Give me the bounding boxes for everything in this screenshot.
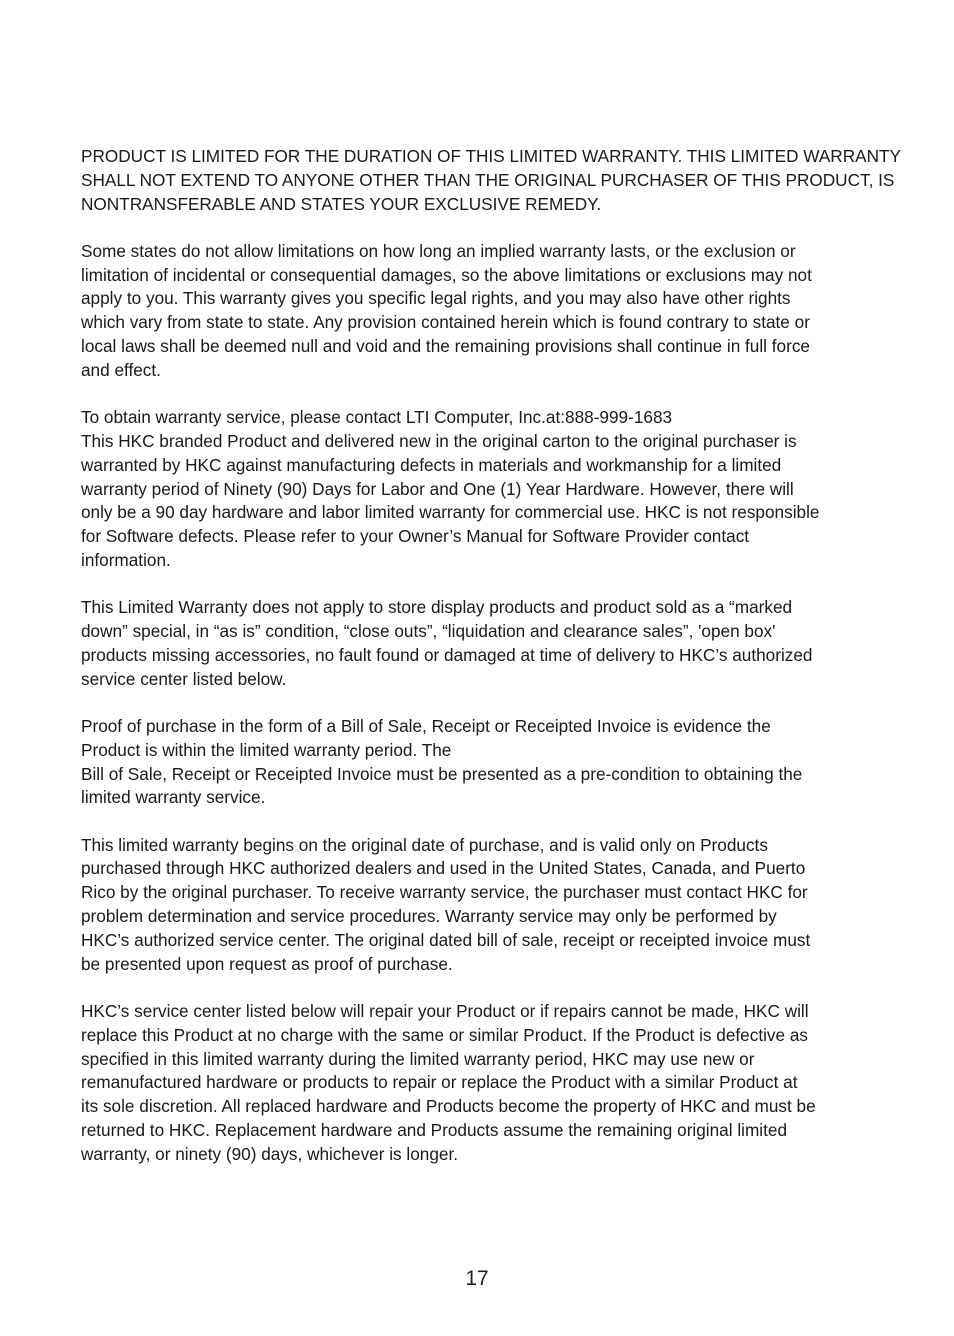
paragraph-repair-replace [81, 1000, 907, 1167]
text-line: This HKC branded Product and delivered new in the original carton to the original purchaser is [81, 430, 797, 451]
text-line: SHALL NOT EXTEND TO ANYONE OTHER THAN THE ORIGINAL PURCHASER OF THIS PRODUCT, IS [81, 169, 895, 190]
text-line: returned to HKC. Replacement hardware and Products assume the remaining original limited [81, 1119, 787, 1140]
text-line: only be a 90 day hardware and labor limited warranty for commercial use. HKC is not responsible [81, 502, 820, 523]
text-line: and effect. [81, 359, 161, 380]
text-line: Proof of purchase in the form of a Bill of Sale, Receipt or Receipted Invoice is evidence the [81, 715, 771, 736]
text-line: which vary from state to state. Any provision contained herein which is found contrary to state or [81, 312, 810, 333]
text-line: its sole discretion. All replaced hardware and Products become the property of HKC and must be [81, 1096, 816, 1117]
paragraph-state-limitations [81, 240, 907, 383]
text-line: This limited warranty begins on the original date of purchase, and is valid only on Products [81, 834, 768, 855]
text-line: limitation of incidental or consequential damages, so the above limitations or exclusions may not [81, 264, 812, 285]
text-line: warranted by HKC against manufacturing defects in materials and workmanship for a limited [81, 454, 782, 475]
text-line: PRODUCT IS LIMITED FOR THE DURATION OF THIS LIMITED WARRANTY. THIS LIMITED WARRANTY [81, 146, 901, 166]
text-line: for Software defects. Please refer to your Owner’s Manual for Software Provider contact [81, 526, 750, 547]
warranty-text-body [81, 145, 907, 1190]
text-line: purchased through HKC authorized dealers and used in the United States, Canada, and Puerto [81, 858, 806, 879]
text-line: To obtain warranty service, please contact LTI Computer, Inc.at:888-999-1683 [81, 407, 673, 428]
text-line: information. [81, 549, 171, 570]
paragraph-proof-of-purchase [81, 715, 907, 810]
text-line: warranty period of Ninety (90) Days for Labor and One (1) Year Hardware. However, there will [81, 478, 794, 499]
paragraph-warranty-service [81, 406, 907, 573]
text-line: HKC’s service center listed below will repair your Product or if repairs cannot be made, HKC will [81, 1000, 809, 1021]
text-line: limited warranty service. [81, 787, 266, 808]
text-line: Bill of Sale, Receipt or Receipted Invoice must be presented as a pre-condition to obtaining the [81, 763, 803, 784]
paragraph-warranty-start [81, 834, 907, 977]
text-line: service center listed below. [81, 668, 287, 689]
text-line: Product is within the limited warranty period. The [81, 739, 452, 760]
paragraph-exclusions [81, 596, 907, 691]
text-line: replace this Product at no charge with the same or similar Product. If the Product is defective as [81, 1024, 808, 1045]
text-line: HKC’s authorized service center. The original dated bill of sale, receipt or receipted invoice must [81, 929, 811, 950]
text-line: specified in this limited warranty during the limited warranty period, HKC may use new or [81, 1048, 755, 1069]
paragraph-limited-duration [81, 145, 907, 216]
text-line: This Limited Warranty does not apply to store display products and product sold as a “marked [81, 597, 793, 618]
page-number: 17 [465, 1267, 489, 1290]
text-line: Rico by the original purchaser. To receive warranty service, the purchaser must contact HKC for [81, 882, 808, 903]
text-line: Some states do not allow limitations on how long an implied warranty lasts, or the exclusion or [81, 240, 796, 261]
text-line: remanufactured hardware or products to repair or replace the Product with a similar Product at [81, 1072, 798, 1093]
text-line: apply to you. This warranty gives you specific legal rights, and you may also have other rights [81, 288, 791, 309]
text-line: products missing accessories, no fault found or damaged at time of delivery to HKC’s authorized [81, 644, 813, 665]
text-line: NONTRANSFERABLE AND STATES YOUR EXCLUSIVE REMEDY. [81, 193, 602, 214]
text-line: problem determination and service procedures. Warranty service may only be performed by [81, 906, 777, 927]
text-line: down” special, in “as is” condition, “close outs”, “liquidation and clearance sales”, 'open box' [81, 621, 776, 642]
text-line: warranty, or ninety (90) days, whichever is longer. [81, 1143, 459, 1164]
text-line: local laws shall be deemed null and void and the remaining provisions shall continue in full force [81, 336, 810, 357]
text-line: be presented upon request as proof of purchase. [81, 953, 453, 974]
